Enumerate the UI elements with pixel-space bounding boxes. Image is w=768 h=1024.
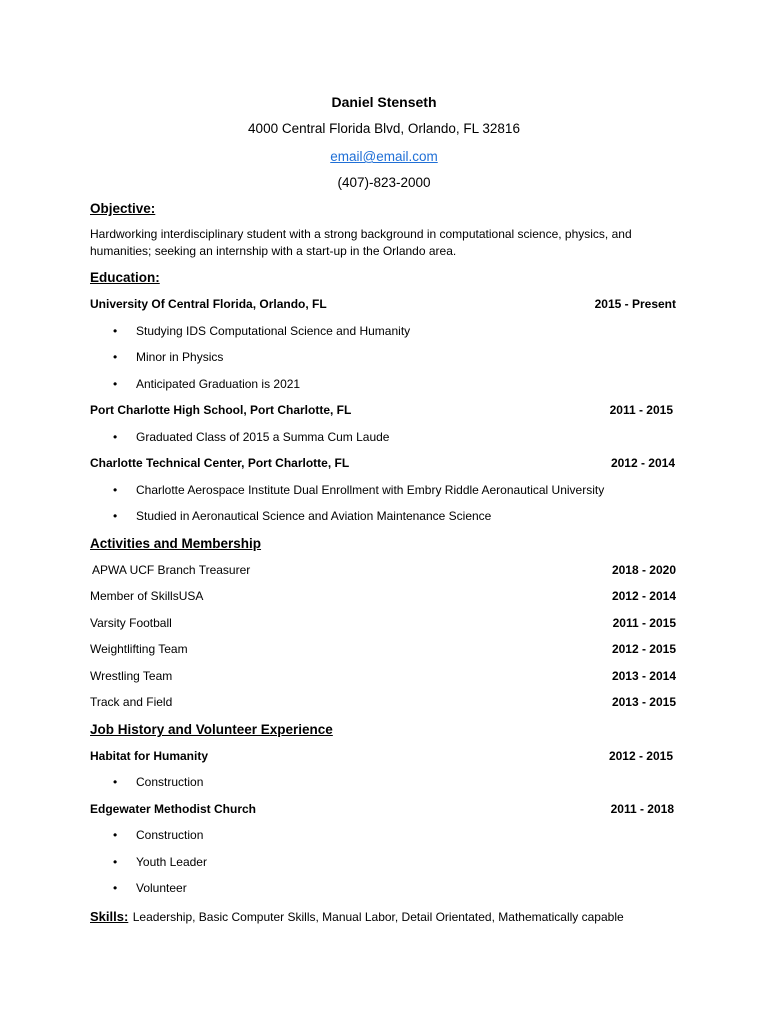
education-entry-dates: 2011 - 2015 [609, 403, 673, 417]
bullet-icon: • [113, 377, 118, 391]
bullet-icon: • [113, 483, 118, 497]
bullet-icon: • [113, 855, 118, 869]
skills-text: Leadership, Basic Computer Skills, Manual Labor, Detail Orientated, Mathematically capable [132, 910, 624, 924]
skills-line [90, 908, 624, 926]
bullet-icon: • [113, 430, 118, 444]
list-item: Volunteer [136, 881, 187, 895]
activities-heading: Activities and Membership [90, 536, 262, 551]
list-item: Charlotte Aerospace Institute Dual Enrollment with Embry Riddle Aeronautical University [136, 483, 605, 497]
bullet-icon: • [113, 509, 118, 523]
activity-dates: 2012 - 2014 [611, 589, 676, 603]
email-link[interactable]: email@email.com [330, 149, 438, 164]
list-item: Studied in Aeronautical Science and Aviation Maintenance Science [136, 509, 492, 523]
activity-dates: 2012 - 2015 [611, 642, 676, 656]
skills-label: Skills: [90, 909, 129, 924]
bullet-icon: • [113, 828, 118, 842]
activity-dates: 2013 - 2015 [611, 695, 676, 709]
objective-heading: Objective: [90, 201, 156, 216]
jobs-heading: Job History and Volunteer Experience [90, 722, 333, 737]
address: 4000 Central Florida Blvd, Orlando, FL 32816 [248, 121, 520, 136]
job-dates: 2012 - 2015 [608, 749, 673, 763]
bullet-icon: • [113, 350, 118, 364]
list-item: Graduated Class of 2015 a Summa Cum Laude [136, 430, 390, 444]
job-title: Edgewater Methodist Church [90, 802, 257, 816]
phone: (407)-823-2000 [337, 175, 431, 190]
list-item: Minor in Physics [136, 350, 224, 364]
list-item: Construction [136, 828, 204, 842]
education-entry-title: University Of Central Florida, Orlando, FL [90, 297, 327, 311]
education-entry-title: Port Charlotte High School, Port Charlotte, FL [90, 403, 352, 417]
activity-dates: 2018 - 2020 [611, 563, 676, 577]
activity-dates: 2011 - 2015 [612, 616, 676, 630]
education-heading: Education: [90, 270, 160, 285]
list-item: Youth Leader [136, 855, 207, 869]
list-item: Anticipated Graduation is 2021 [136, 377, 301, 391]
resume-name: Daniel Stenseth [331, 94, 437, 110]
job-dates: 2011 - 2018 [610, 802, 674, 816]
activity-dates: 2013 - 2014 [611, 669, 676, 683]
list-item: Construction [136, 775, 204, 789]
activity-name: Varsity Football [90, 616, 172, 630]
activity-name: Track and Field [90, 695, 173, 709]
education-entry-dates: 2015 - Present [594, 297, 676, 311]
activity-name: Member of SkillsUSA [90, 589, 204, 603]
education-entry-dates: 2012 - 2014 [610, 456, 675, 470]
bullet-icon: • [113, 324, 118, 338]
job-title: Habitat for Humanity [90, 749, 209, 763]
list-item: Studying IDS Computational Science and Humanity [136, 324, 411, 338]
email-line [0, 148, 768, 166]
objective-text: Hardworking interdisciplinary student with a strong background in computational science, physics, and humanities; seeking an internship with a start-up in the Orlando area. [90, 227, 632, 258]
activity-name: Weightlifting Team [90, 642, 188, 656]
activity-name: APWA UCF Branch Treasurer [92, 563, 251, 577]
bullet-icon: • [113, 881, 118, 895]
bullet-icon: • [113, 775, 118, 789]
activity-name: Wrestling Team [90, 669, 173, 683]
education-entry-title: Charlotte Technical Center, Port Charlotte, FL [90, 456, 350, 470]
